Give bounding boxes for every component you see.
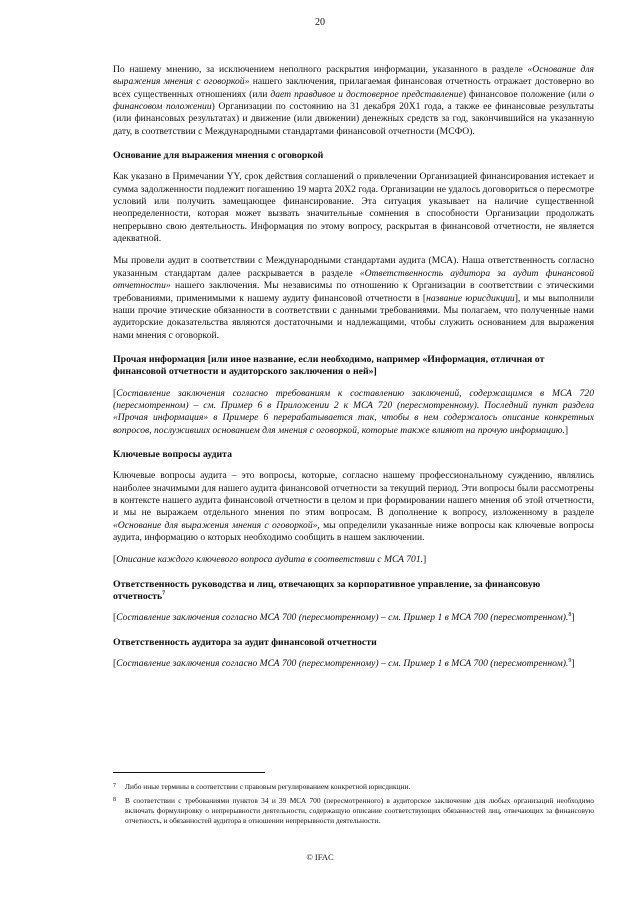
- heading-auditor-responsibility: Ответственность аудитора за аудит финансовой отчетности: [113, 636, 377, 648]
- page-footer: © IFAC: [306, 852, 334, 862]
- footnote-ref-8: 8: [568, 612, 572, 619]
- footnote-separator: [113, 772, 265, 773]
- footnote-text: Либо иные термины в соответствии с правовым регулированием конкретной юрисдикции.: [125, 782, 411, 791]
- heading-management-responsibility: Ответственность руководства и лиц, отвечающих за корпоративное управление, за финансовую отчетность$^7$: [113, 578, 541, 603]
- page-content: [113, 64, 594, 670]
- footnote-ref-7: 7: [162, 590, 166, 597]
- opinion-paragraph: По нашему мнению, за исключением неполного раскрытия информации, указанного в разделе «Основание для выражения мнения с оговоркой» нашего заключения, прилагаемая финансовая отчетность отражает достоверно во всех существенных отношениях (или дает правдивое и достоверное представление) финансовое положение (или о финансовом положении) Организации по состоянию на 31 декабря 20X1 года, а также ее финансовые результаты (или финансовых результатах) и движение (или движении) денежных средств за год, закончившийся на указанную дату, в соответствии с Международными стандартами финансовой отчетности (МСФО).: [113, 64, 595, 137]
- basis-paragraph-2: Мы провели аудит в соответствии с Международными стандартами аудита (МСА). Наша ответственность согласно указанным стандартам далее раскрывается в разделе «Ответственность аудитора за аудит финансовой отчетности» нашего заключения. Мы независимы по отношению к Организации в соответствии с этическими требованиями, применимыми к нашему аудиту финансовой отчетности в [название юрисдикции], и мы выполнили наши прочие этические обязанности в соответствии с данными требованиями. Мы полагаем, что полученные нами аудиторские доказательства являются достаточными и надлежащими, чтобы служить основанием для выражения нами мнения с оговоркой.: [113, 255, 594, 341]
- footnote-text: В соответствии с требованиями пунктов 34 и 39 МСА 700 (пересмотренного) в аудиторское заключение для любых организаций необходимо включать формулировку о непрерывности деятельности, содержащую описание соответствующих обязанностей лиц, отвечающих за финансовую отчетность, и обязанностей аудитора в отношении непрерывности деятельности.: [125, 796, 594, 825]
- management-responsibility-paragraph: [Составление заключения согласно МСА 700 (пересмотренному) – см. Пример 1 в МСА 700 (пересмотренном).$^8$]: [113, 612, 575, 624]
- basis-paragraph-1: Как указано в Примечании YY, срок действия соглашений о привлечении Организацией финансирования истекает и сумма задолженности подлежит погашению 19 марта 20X2 года. Организации не удалось договориться о пересмотре условий или получить замещающее финансирование. Эта ситуация указывает на наличие существенной неопределенности, которая может вызвать значительные сомнения в способности Организации продолжать непрерывно свою деятельность. Информация по этому вопросу, раскрытая в финансовой отчетности, не является адекватной.: [113, 171, 594, 245]
- footnote-number: 7: [113, 783, 116, 789]
- footnotes: [113, 782, 594, 830]
- heading-basis-for-opinion: Основание для выражения мнения с оговоркой: [113, 150, 324, 162]
- other-information-paragraph: [Составление заключения согласно требованиям к составлению заключений, содержащимся в МСА 720 (пересмотренном) – см. Пример 6 в Приложении 2 к МСА 720 (пересмотренному). Последний пункт раздела «Прочая информация» в Примере 6 перерабатывается так, чтобы в нем содержалось описание конкретных вопросов, послуживших основанием для мнения с оговоркой, которые также влияют на прочую информацию.]: [113, 387, 594, 436]
- footnote-ref-9: 9: [568, 657, 572, 664]
- key-audit-matters-paragraph: Ключевые вопросы аудита – это вопросы, которые, согласно нашему профессиональному суждению, являлись наиболее значимыми для нашего аудита финансовой отчетности за текущий период. Эти вопросы были рассмотрены в контексте нашего аудита финансовой отчетности в целом и при формировании нашего мнения об этой отчетности, и мы не выражаем отдельного мнения по этим вопросам. В дополнение к вопросу, изложенному в разделе «Основание для выражения мнения с оговоркой», мы определили указанные ниже вопросы как ключевые вопросы аудита, информацию о которых необходимо сообщить в нашем заключении.: [113, 470, 594, 543]
- key-audit-matters-description: [Описание каждого ключевого вопроса аудита в соответствии с МСА 701.]: [113, 554, 427, 566]
- page-number: 20: [315, 17, 325, 28]
- footnote-item: [113, 782, 594, 792]
- footnote-item: [113, 796, 594, 826]
- auditor-responsibility-paragraph: [Составление заключения согласно МСА 700 (пересмотренному) – см. Пример 1 в МСА 700 (пересмотренном).$^9$]: [113, 657, 575, 670]
- heading-other-information: Прочая информация [или иное название, если необходимо, например «Информация, отличная от финансовой отчетности и аудиторского заключения о ней»]: [113, 353, 545, 378]
- footnote-number: 8: [113, 797, 116, 803]
- heading-key-audit-matters: Ключевые вопросы аудита: [113, 448, 232, 460]
